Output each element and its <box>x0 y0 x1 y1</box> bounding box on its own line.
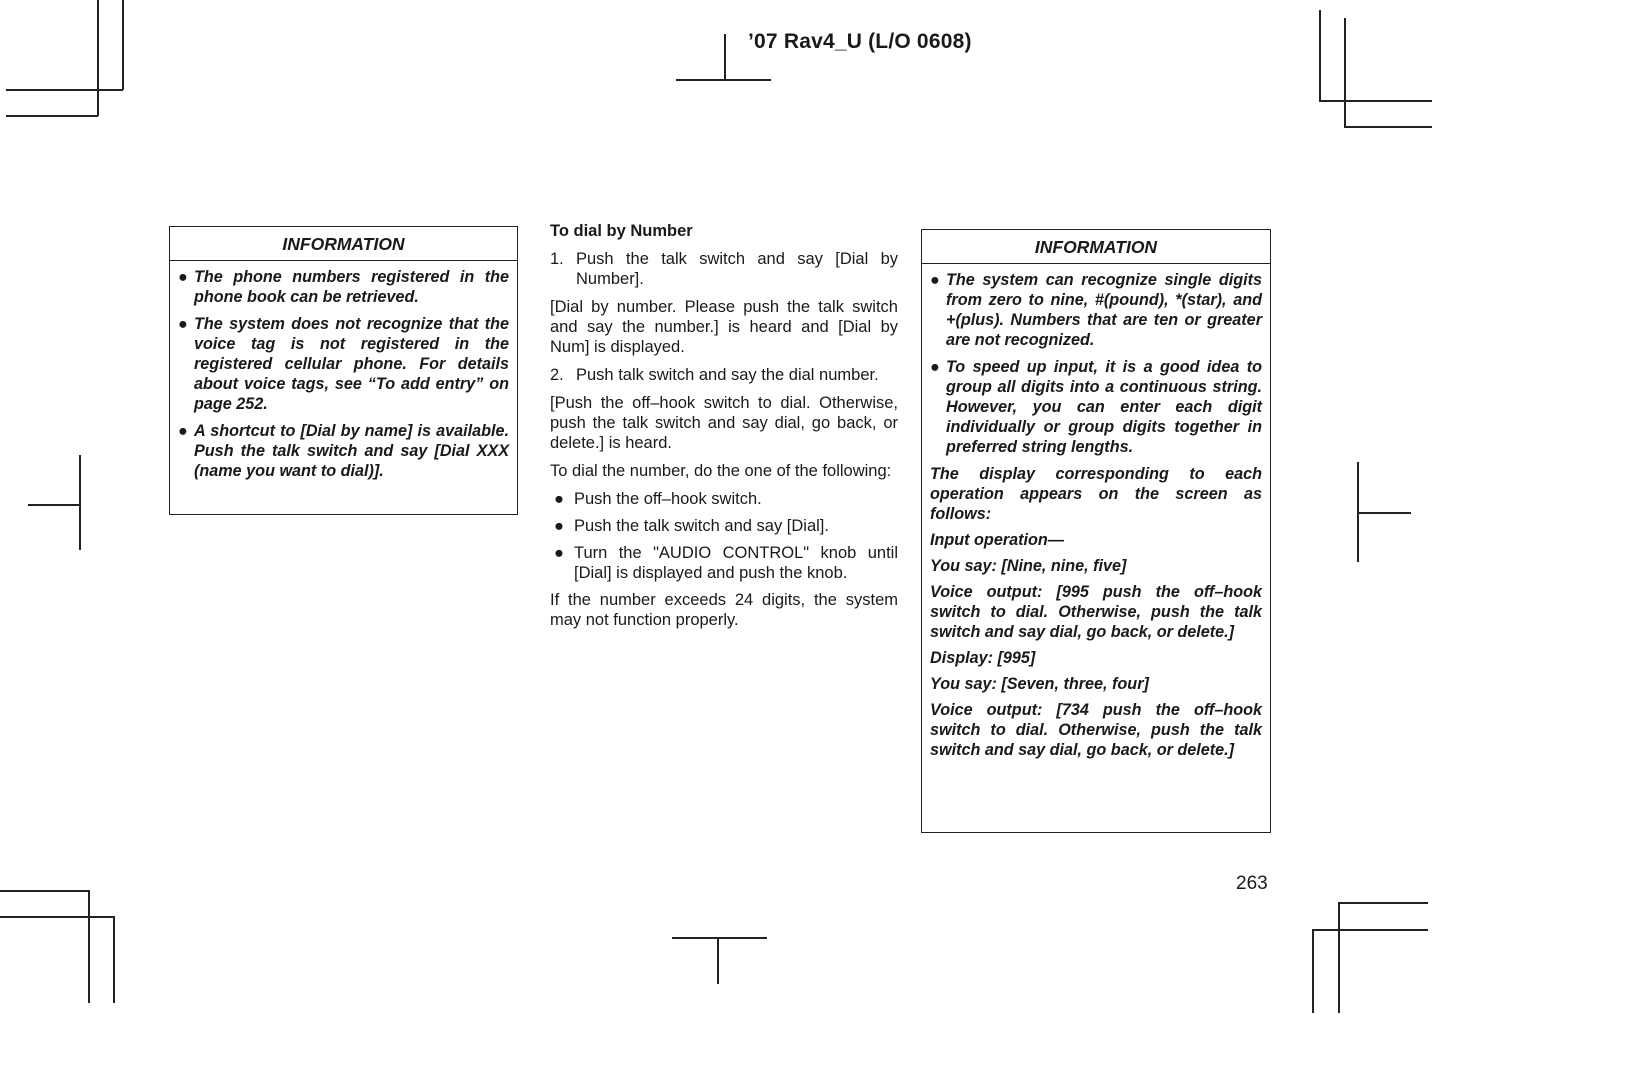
crop-mark <box>97 0 99 116</box>
info-box-body <box>170 261 517 496</box>
crop-mark <box>717 938 719 984</box>
info-paragraph: The display corresponding to each operation appears on the screen as follows: <box>930 465 1262 523</box>
bullet-dot-icon: ● <box>178 315 188 333</box>
crop-mark <box>676 79 771 81</box>
body-paragraph: To dial the number, do the one of the following: <box>550 462 892 480</box>
step-text: Push talk switch and say the dial number. <box>576 366 879 384</box>
option-text: Push the off–hook switch. <box>574 490 762 508</box>
crop-mark <box>88 890 90 1003</box>
you-say-line: You say: [Seven, three, four] <box>930 675 1149 693</box>
bullet-dot-icon: ● <box>554 490 564 508</box>
info-box-title: INFORMATION <box>922 230 1270 264</box>
info-bullet-text: The system does not recognize that the voice tag is not registered in the registered cellular phone. For details about voice tags, see “To add entry” on page 252. <box>194 315 509 413</box>
option-text: Turn the "AUDIO CONTROL" knob until [Dial] is displayed and push the knob. <box>574 544 898 582</box>
crop-mark <box>79 455 81 550</box>
crop-mark <box>0 916 114 918</box>
voice-output-line: Voice output: [995 push the off–hook switch to dial. Otherwise, push the talk switch and say dial, go back, or delete.] <box>930 583 1262 641</box>
you-say-line: You say: [Nine, nine, five] <box>930 557 1127 575</box>
bullet-dot-icon: ● <box>554 544 564 562</box>
option-bullet <box>550 489 898 509</box>
step-item <box>550 249 898 289</box>
page-number: 263 <box>1236 873 1268 894</box>
crop-mark <box>1319 100 1432 102</box>
info-bullet <box>930 270 1262 350</box>
left-information-box <box>169 226 518 515</box>
crop-mark <box>1338 902 1428 904</box>
section-heading: To dial by Number <box>550 222 693 240</box>
document-header-title: ’07 Rav4_U (L/O 0608) <box>748 30 972 53</box>
bullet-dot-icon: ● <box>178 422 188 440</box>
bullet-dot-icon: ● <box>930 271 940 289</box>
option-bullet <box>550 543 898 583</box>
step-item <box>550 365 898 385</box>
option-bullet <box>550 516 898 536</box>
body-paragraph: [Dial by number. Please push the talk switch and say the number.] is heard and [Dial by Num] is displayed. <box>550 298 898 356</box>
crop-mark <box>1357 512 1411 514</box>
crop-mark <box>122 0 124 90</box>
bullet-dot-icon: ● <box>554 517 564 535</box>
voice-output-line: Voice output: [734 push the off–hook switch to dial. Otherwise, push the talk switch and say dial, go back, or delete.] <box>930 701 1262 759</box>
crop-mark <box>6 89 123 91</box>
crop-mark <box>672 937 767 939</box>
bullet-dot-icon: ● <box>930 358 940 376</box>
info-bullet-text: The phone numbers registered in the phone book can be retrieved. <box>194 268 509 306</box>
crop-mark <box>0 890 90 892</box>
crop-mark <box>6 115 98 117</box>
step-number: 1. <box>550 250 564 268</box>
info-box-body <box>922 264 1270 774</box>
crop-mark <box>1338 902 1340 1013</box>
info-bullet <box>178 267 509 307</box>
crop-mark <box>1312 929 1314 1013</box>
info-box-title: INFORMATION <box>170 227 517 261</box>
step-number: 2. <box>550 366 564 384</box>
crop-mark <box>113 916 115 1003</box>
crop-mark <box>28 504 80 506</box>
info-bullet-text: A shortcut to [Dial by name] is available. Push the talk switch and say [Dial XXX (name you want to dial)]. <box>194 422 509 480</box>
right-information-box <box>921 229 1271 833</box>
dial-by-number-section <box>550 222 898 638</box>
crop-mark <box>1319 10 1321 101</box>
crop-mark <box>1344 18 1346 127</box>
body-paragraph: [Push the off–hook switch to dial. Otherwise, push the talk switch and say dial, go back, or delete.] is heard. <box>550 394 898 452</box>
body-paragraph: If the number exceeds 24 digits, the system may not function properly. <box>550 591 898 629</box>
option-text: Push the talk switch and say [Dial]. <box>574 517 829 535</box>
bullet-dot-icon: ● <box>178 268 188 286</box>
crop-mark <box>1344 126 1432 128</box>
input-operation-label: Input operation— <box>930 531 1064 549</box>
info-bullet <box>930 357 1262 457</box>
info-bullet <box>178 314 509 414</box>
info-bullet-text: To speed up input, it is a good idea to group all digits into a continuous string. However, you can enter each digit individually or group digits together in preferred string lengths. <box>946 358 1262 456</box>
info-bullet <box>178 421 509 481</box>
display-line: Display: [995] <box>930 649 1036 667</box>
crop-mark <box>1312 929 1428 931</box>
crop-mark <box>724 34 726 80</box>
step-text: Push the talk switch and say [Dial by Number]. <box>576 250 898 288</box>
info-bullet-text: The system can recognize single digits from zero to nine, #(pound), *(star), and +(plus). Numbers that are ten or greater are not recognized. <box>946 271 1262 349</box>
